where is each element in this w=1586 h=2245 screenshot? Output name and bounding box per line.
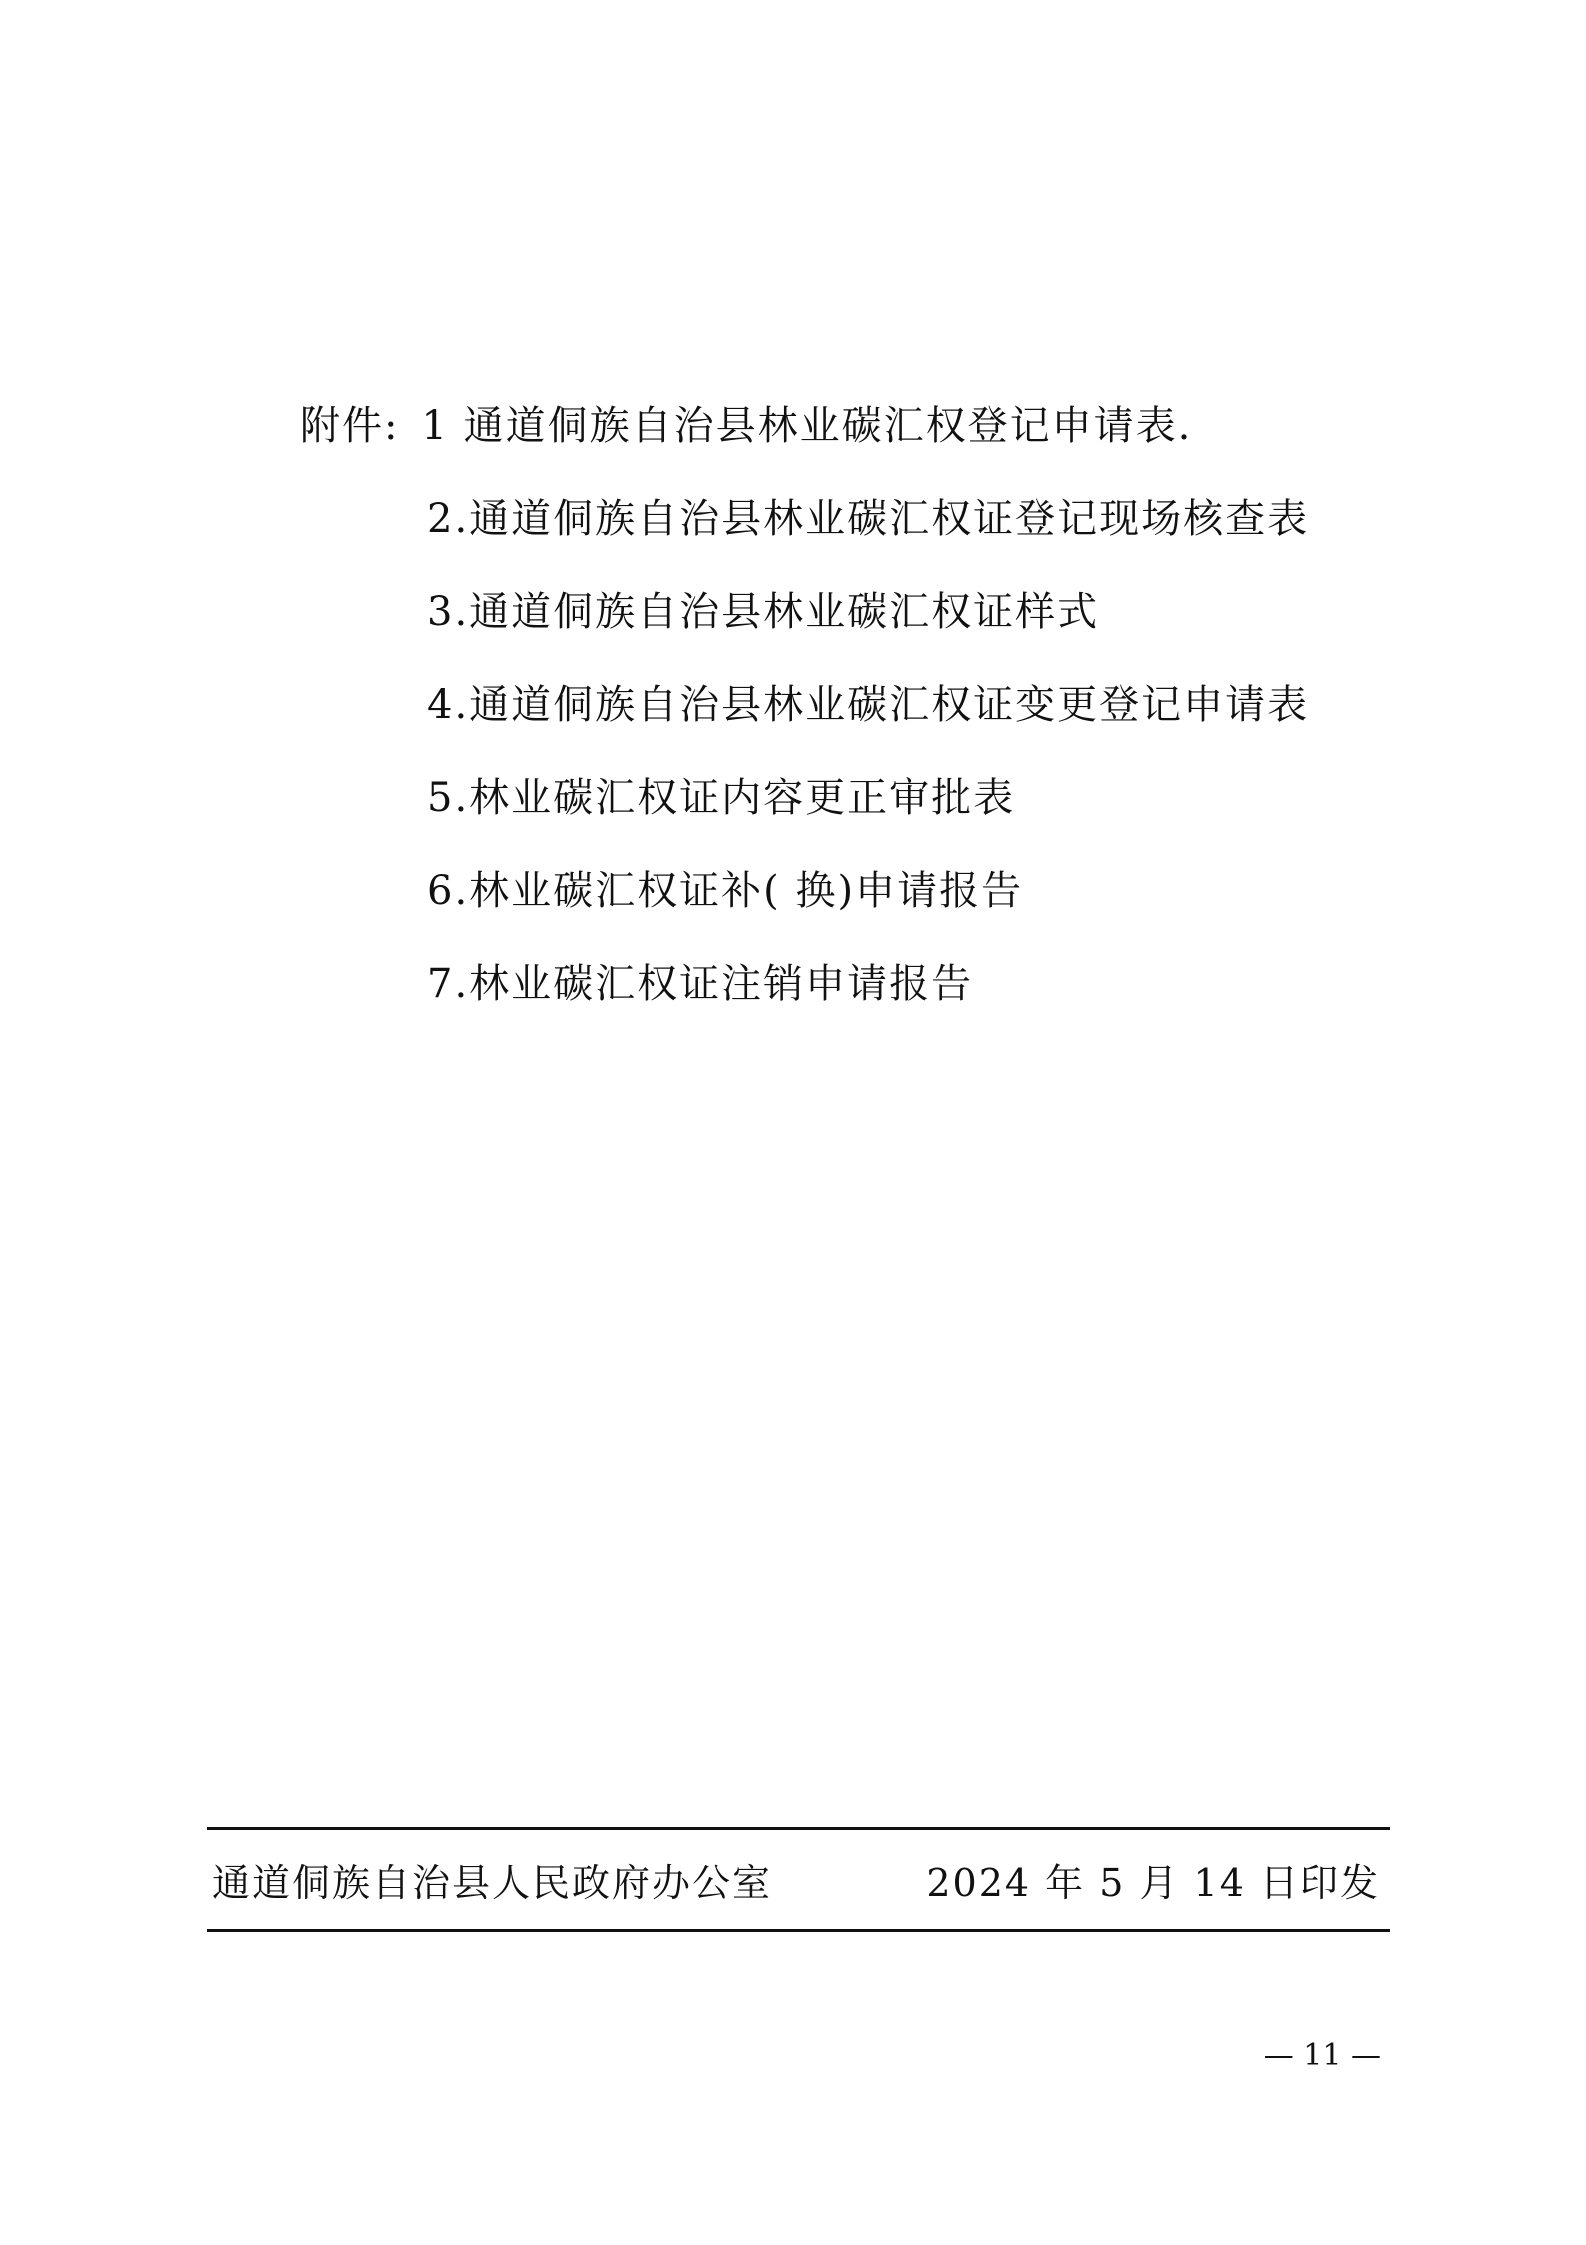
attachment-text: 1 通道侗族自治县林业碳汇权登记申请表. (421, 403, 1193, 449)
attachment-text: 6.林业碳汇权证补( 换)申请报告 (427, 868, 1024, 914)
attachment-item-1 (300, 402, 1192, 450)
footer-top-rule (207, 1827, 1390, 1830)
attachments-prefix: 附件: (300, 403, 400, 449)
attachment-text: 5.林业碳汇权证内容更正审批表 (427, 775, 1016, 821)
attachment-text: 4.通道侗族自治县林业碳汇权证变更登记申请表 (427, 682, 1310, 728)
attachment-text: 2.通道侗族自治县林业碳汇权证登记现场核查表 (427, 496, 1310, 542)
page-number: — 11 — (1263, 2038, 1381, 2073)
attachment-text: 7.林业碳汇权证注销申请报告 (427, 961, 974, 1007)
attachment-item-3 (427, 588, 1099, 636)
footer-issue-date: 2024 年 5 月 14 日印发 (926, 1861, 1380, 1905)
attachment-item-4 (427, 681, 1309, 729)
attachment-item-2 (427, 495, 1309, 543)
attachment-item-7 (427, 960, 973, 1008)
attachment-text: 3.通道侗族自治县林业碳汇权证样式 (427, 589, 1100, 635)
footer-issuer: 通道侗族自治县人民政府办公室 (212, 1861, 773, 1905)
footer-bottom-rule (207, 1929, 1390, 1932)
attachment-item-6 (427, 867, 1023, 915)
attachment-item-5 (427, 774, 1015, 822)
